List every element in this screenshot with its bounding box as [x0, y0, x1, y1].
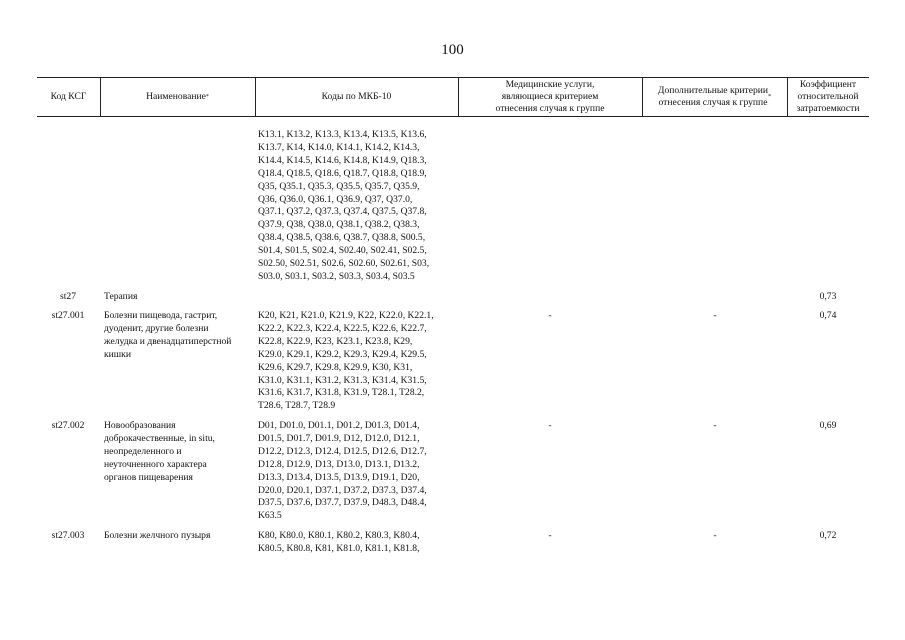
row-mkb-codes: D01, D01.0, D01.1, D01.2, D01.3, D01.4, D01.5, D01.7, D01.9, D12, D12.0, D12.1, D12.2, D12.3, D12.4, D12.5, D12.6, D12.7, D12.8, D12.9, D13, D13.0, D13.1, D13.2, D13.3, D13.4, D13.5, D13.9, D19.1, D20, D20.0, D20.1, D37.1, D37.2, D37.3, D37.4, D37.5, D37.6, D37.7, D37.9, D48.3, D48.4, K63.5 — [258, 420, 427, 522]
row-code: st27.003 — [51, 530, 85, 541]
header-code — [37, 77, 100, 116]
row-mkb-codes: K80, K80.0, K80.1, K80.2, K80.3, K80.4, K80.5, K80.8, K81, K81.0, K81.1, K81.8, — [258, 530, 420, 554]
row-name: Новообразования доброкачественные, in situ, неопределенного и неуточненного характера органов пищеварения — [104, 420, 215, 483]
header-name — [100, 77, 255, 116]
row-coefficient: 0,73 — [819, 291, 837, 302]
header-code-label: Код КСГ — [50, 90, 87, 102]
header-mkb — [255, 77, 458, 116]
row-coefficient: 0,69 — [819, 420, 837, 431]
row-additional-criteria: - — [713, 420, 717, 431]
row-additional-criteria: - — [713, 310, 717, 321]
row-code: st27.001 — [51, 310, 85, 321]
header-add-label: Дополнительные критерии отнесения случая к группе — [657, 84, 769, 108]
header-coef-label: Коэффициент относительной затратоемкости — [796, 78, 860, 114]
row-code: st27 — [60, 291, 76, 302]
row-coefficient: 0,72 — [819, 530, 837, 541]
row-med-services: - — [548, 310, 552, 321]
row-name: Болезни желчного пузыря — [104, 530, 211, 541]
header-add — [642, 77, 787, 116]
header-coef — [787, 77, 869, 116]
row-coefficient: 0,74 — [819, 310, 837, 321]
continuation-mkb-codes: K13.1, K13.2, K13.3, K13.4, K13.5, K13.6, K13.7, K14, K14.0, K14.1, K14.2, K14.3, K14.4, K14.5, K14.6, K14.8, K14.9, Q18.3, Q18.4, Q18.5, Q18.6, Q18.7, Q18.8, Q18.9, Q35, Q35.1, Q35.3, Q35.5, Q35.7, Q35.9, Q36, Q36.0, Q36.1, Q36.9, Q37, Q37.0, Q37.1, Q37.2, Q37.3, Q37.4, Q37.5, Q37.8, Q37.9, Q38, Q38.0, Q38.1, Q38.2, Q38.3, Q38.4, Q38.5, Q38.6, Q38.7, Q38.8, S00.5, S01.4, S01.5, S02.4, S02.40, S02.41, S02.5, S02.50, S02.51, S02.6, S02.60, S02.61, S03, S03.0, S03.1, S03.2, S03.3, S03.4, S03.5 — [258, 129, 430, 282]
row-med-services: - — [548, 420, 552, 431]
header-mkb-label: Коды по МКБ-10 — [321, 90, 392, 102]
row-name: Болезни пищевода, гастрит, дуоденит, другие болезни желудка и двенадцатиперстной кишки — [104, 310, 232, 360]
header-name-footnote-mark: * — [205, 93, 209, 100]
row-med-services: - — [548, 530, 552, 541]
row-additional-criteria: - — [713, 530, 717, 541]
header-med-label: Медицинские услуги, являющиеся критерием отнесения случая к группе — [495, 78, 605, 114]
row-code: st27.002 — [51, 420, 85, 431]
header-bottom-rule — [37, 116, 869, 117]
row-name: Терапия — [104, 291, 138, 302]
page-number: 100 — [441, 42, 464, 58]
header-med — [458, 77, 642, 116]
header-name-label: Наименование — [146, 90, 206, 102]
header-add-footnote-mark: * — [768, 93, 772, 100]
row-mkb-codes: K20, K21, K21.0, K21.9, K22, K22.0, K22.1, K22.2, K22.3, K22.4, K22.5, K22.6, K22.7, K22.8, K22.9, K23, K23.1, K23.8, K29, K29.0, K29.1, K29.2, K29.3, K29.4, K29.5, K29.6, K29.7, K29.8, K29.9, K30, K31, K31.0, K31.1, K31.2, K31.3, K31.4, K31.5, K31.6, K31.7, K31.8, K31.9, T28.1, T28.2, T28.6, T28.7, T28.9 — [258, 310, 434, 412]
